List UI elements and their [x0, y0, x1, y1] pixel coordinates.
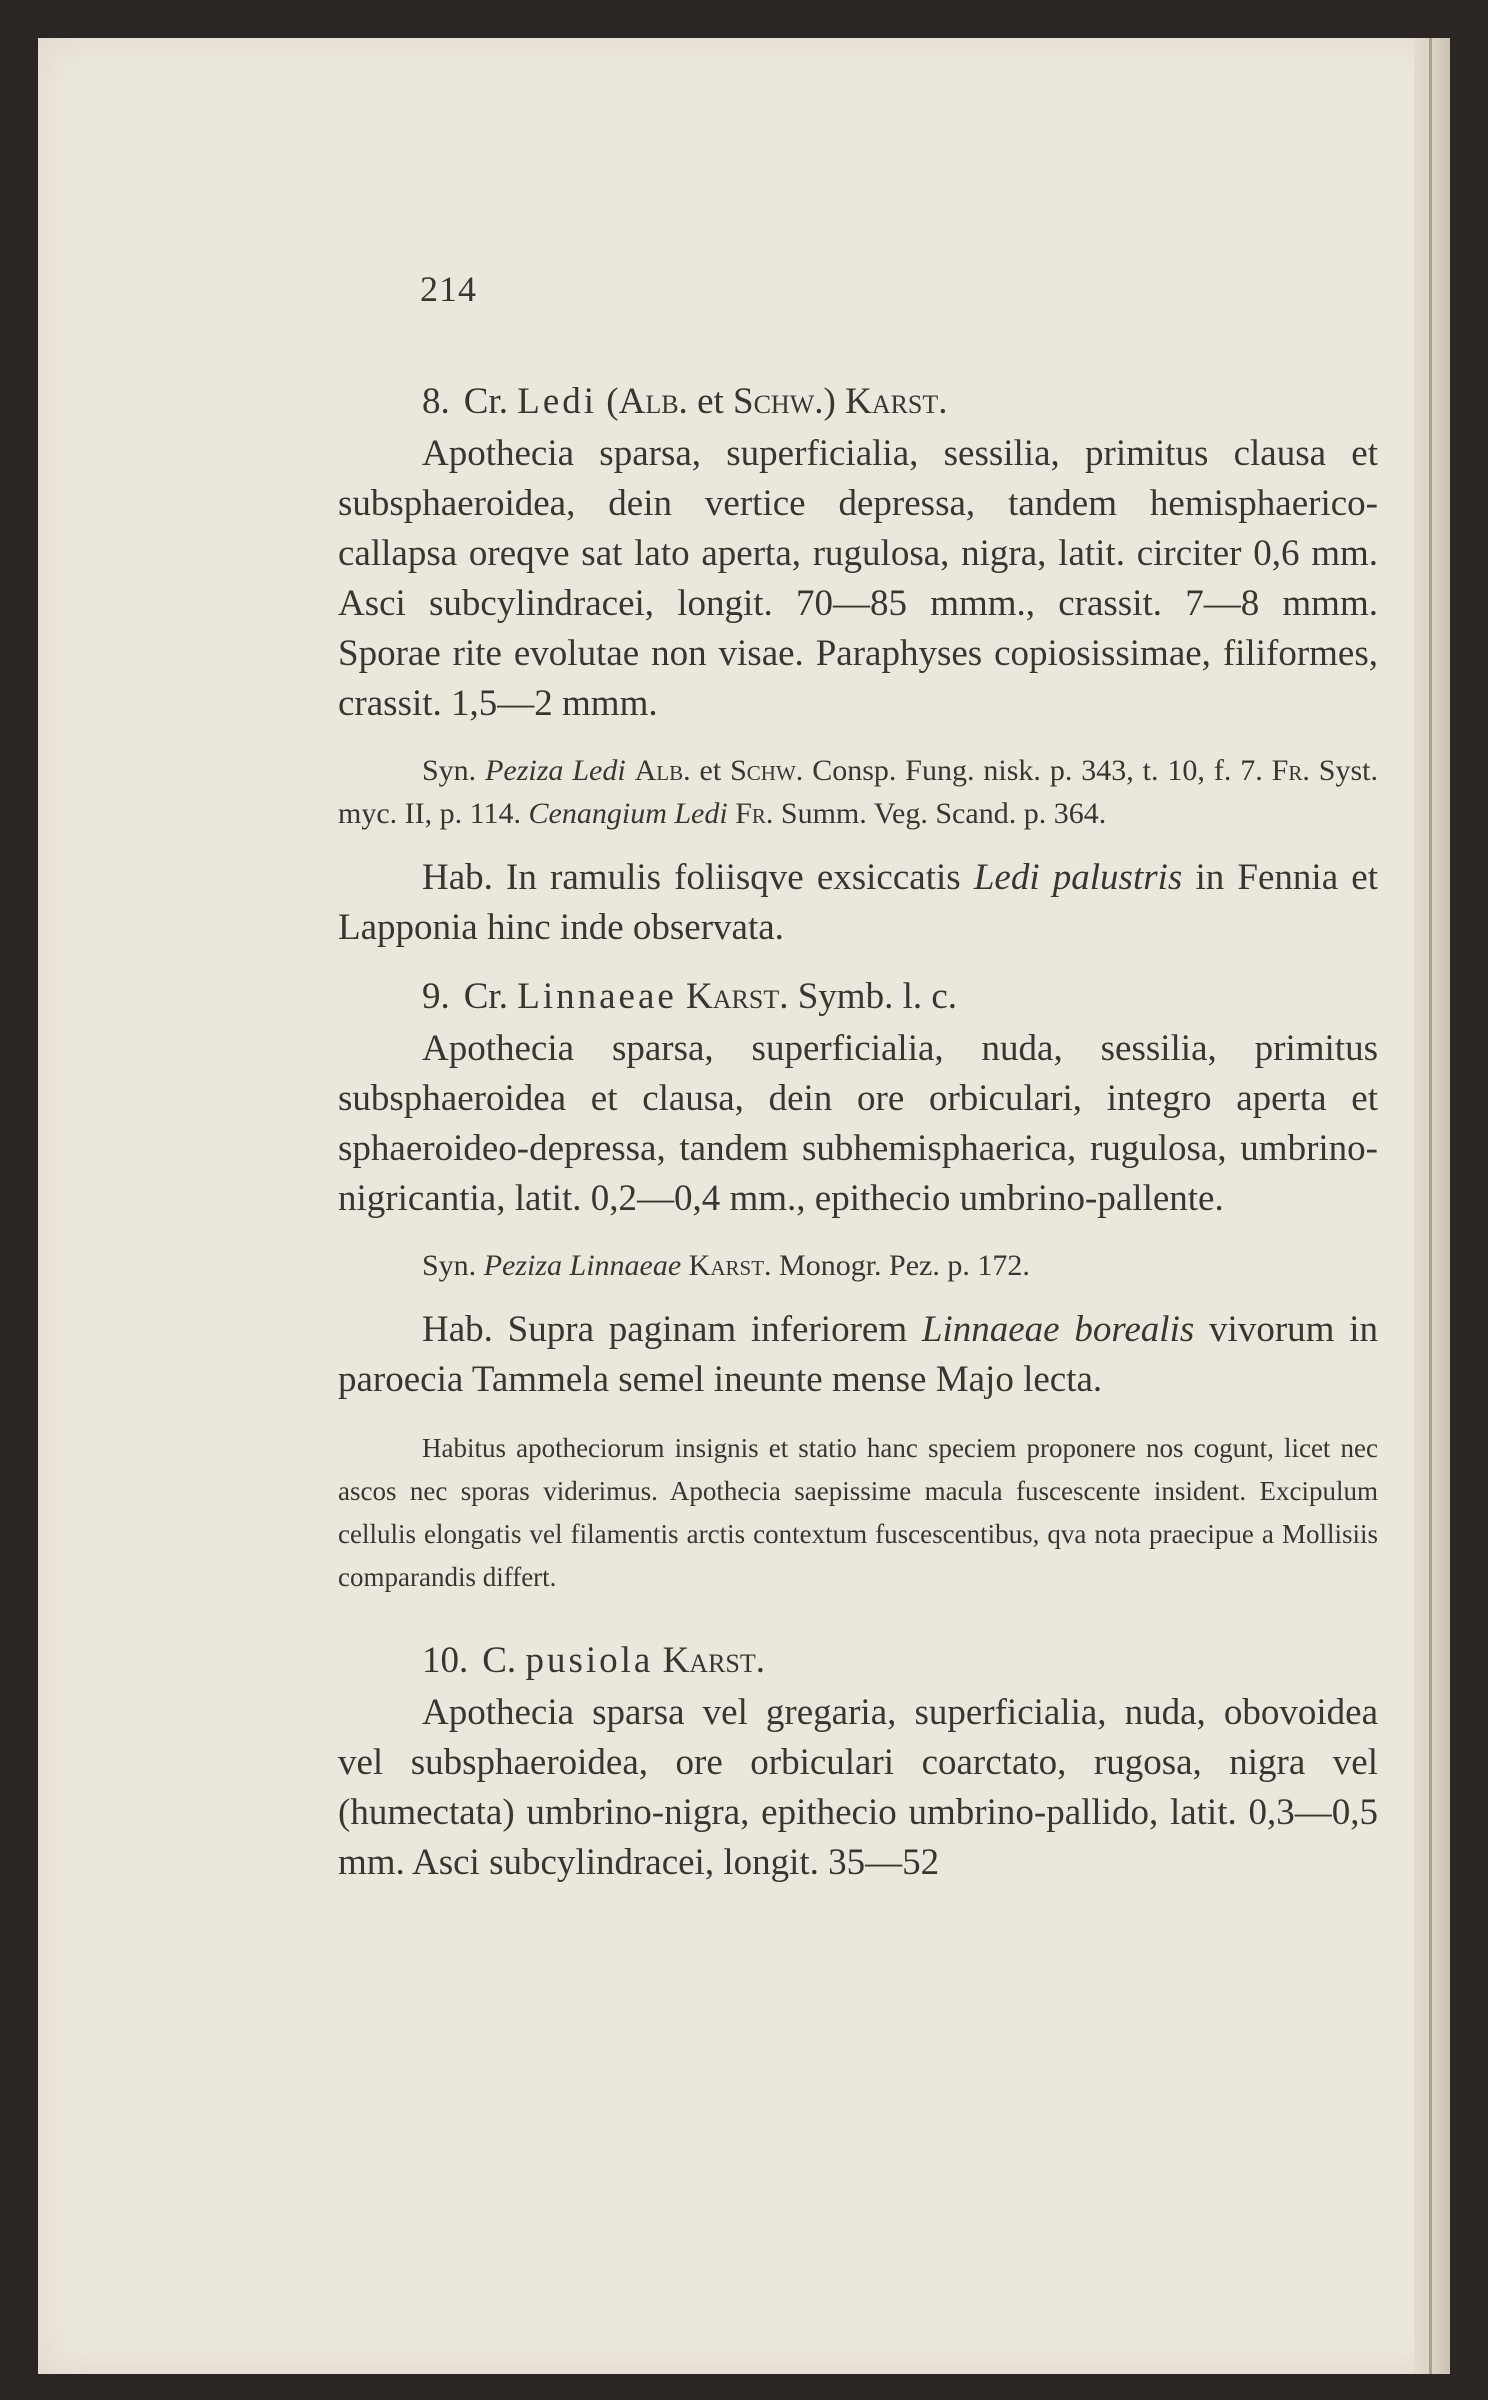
- species-name: pusiola: [525, 1640, 654, 1681]
- species-name: Ledi: [517, 381, 598, 422]
- entry-10-heading: 10. C. pusiola Karst.: [422, 1640, 766, 1681]
- entry-8-habitat: Hab. In ramulis foliisqve exsiccatis Ledi palustris in Fennia et Lapponia hinc inde observata.: [338, 857, 1378, 948]
- page-edge: [1414, 38, 1450, 2374]
- text-block: [338, 268, 1378, 1888]
- entry-8-heading: 8. Cr. Ledi (Alb. et Schw.) Karst.: [422, 381, 948, 422]
- entry-9-heading: 9. Cr. Linnaeae Karst. Symb. l. c.: [422, 976, 958, 1017]
- book-page: [38, 38, 1450, 2374]
- page-number: 214: [420, 269, 477, 309]
- entry-8-synonyms: Syn. Peziza Ledi Alb. et Schw. Consp. Fung. nisk. p. 343, t. 10, f. 7. Fr. Syst. myc. II, p. 114. Cenangium Ledi Fr. Summ. Veg. Scand. p. 364.: [338, 754, 1378, 830]
- species-name: Linnaeae: [517, 976, 677, 1017]
- entry-8-description: Apothecia sparsa, superficialia, sessilia, primitus clausa et subsphaeroidea, dein vertice depressa, tandem hemisphaerico-callapsa oreqve sat lato aperta, rugulosa, nigra, latit. circiter 0,6 mm. Asci subcylindracei, longit. 70—85 mmm., crassit. 7—8 mmm. Sporae rite evolutae non visae. Paraphyses copiosissimae, filiformes, crassit. 1,5—2 mmm.: [338, 433, 1378, 724]
- page-edge-line: [1429, 38, 1432, 2374]
- entry-9-description: Apothecia sparsa, superficialia, nuda, sessilia, primitus subsphaeroidea et clausa, dein ore orbiculari, integro aperta et sphaeroideo-depressa, tandem subhemisphaerica, rugulosa, umbrino-nigricantia, latit. 0,2—0,4 mm., epithecio umbrino-pallente.: [338, 1028, 1378, 1219]
- entry-10-description: Apothecia sparsa vel gregaria, superficialia, nuda, obovoidea vel subsphaeroidea, ore orbiculari coarctato, rugosa, nigra vel (humectata) umbrino-nigra, epithecio umbrino-pallido, latit. 0,3—0,5 mm. Asci subcylindracei, longit. 35—52: [338, 1692, 1378, 1883]
- entry-9-note: Habitus apotheciorum insignis et statio hanc speciem proponere nos cogunt, licet nec ascos nec sporas viderimus. Apothecia saepissime macula fuscescente insident. Excipulum cellulis elongatis vel filamentis arctis contextum fuscescentibus, qva nota praecipue a Mollisiis comparandis differt.: [338, 1433, 1378, 1592]
- entry-9-habitat: Hab. Supra paginam inferiorem Linnaeae borealis vivorum in paroecia Tammela semel ineunte mense Majo lecta.: [338, 1309, 1378, 1400]
- entry-9-synonyms: Syn. Peziza Linnaeae Karst. Monogr. Pez. p. 172.: [422, 1249, 1030, 1282]
